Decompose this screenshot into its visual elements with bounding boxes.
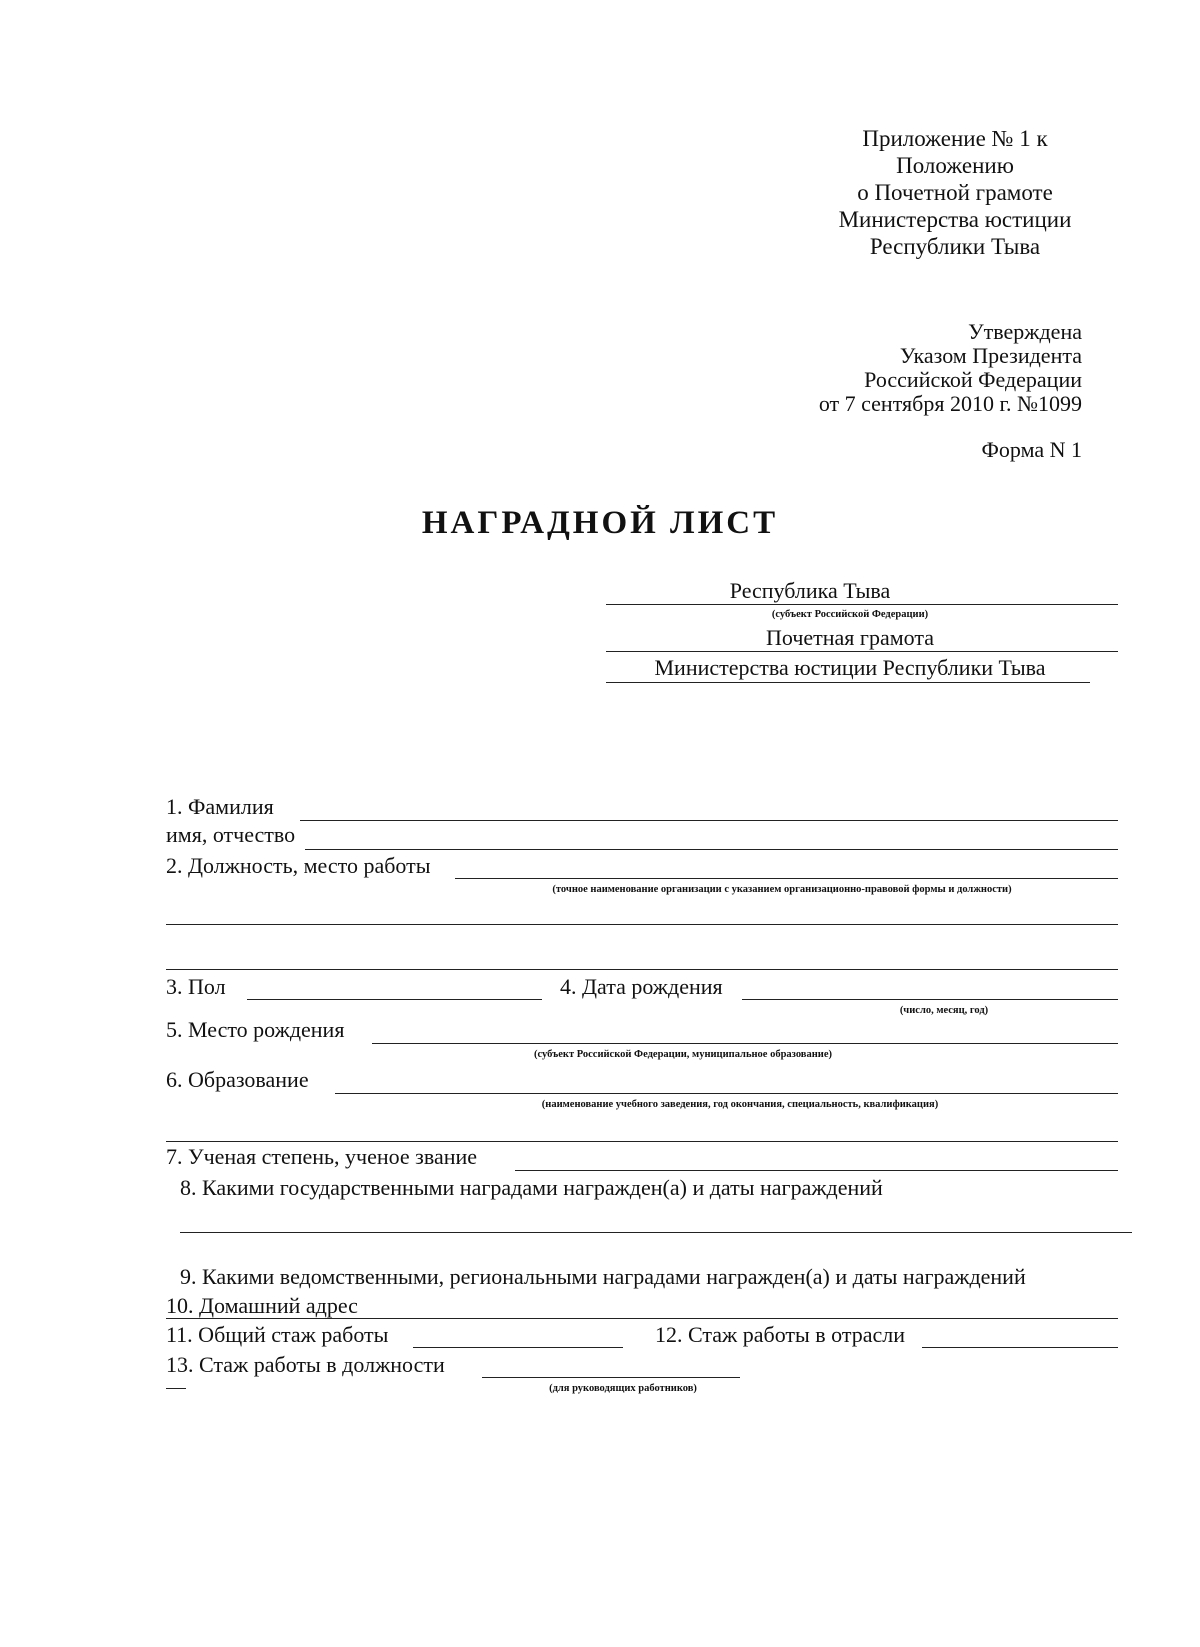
document-title: НАГРАДНОЙ ЛИСТ bbox=[421, 505, 779, 541]
birthdate-hint: (число, месяц, год) bbox=[899, 1005, 989, 1016]
line-position[interactable] bbox=[455, 878, 1118, 879]
appendix-line: Приложение № 1 к bbox=[862, 126, 1048, 151]
label-education: 6. Образование bbox=[166, 1067, 309, 1092]
dash-mark bbox=[166, 1388, 186, 1389]
line-state-awards[interactable] bbox=[180, 1232, 1132, 1233]
label-address: 10. Домашний адрес bbox=[166, 1293, 358, 1318]
region-name: Республика Тыва bbox=[729, 578, 891, 603]
line-name-patronymic[interactable] bbox=[305, 849, 1118, 850]
label-name-patronymic: имя, отчество bbox=[166, 822, 296, 847]
label-surname: 1. Фамилия bbox=[166, 794, 274, 819]
birthplace-hint: (субъект Российской Федерации, муниципальное образование) bbox=[534, 1049, 832, 1060]
line-total-exp[interactable] bbox=[413, 1347, 623, 1348]
line-birthdate[interactable] bbox=[742, 999, 1118, 1000]
line-industry-exp[interactable] bbox=[922, 1347, 1118, 1348]
line-position-2[interactable] bbox=[166, 924, 1118, 925]
position-exp-hint: (для руководящих работников) bbox=[549, 1383, 697, 1394]
line-education[interactable] bbox=[335, 1093, 1118, 1094]
appendix-line: Положению bbox=[896, 153, 1014, 178]
position-hint: (точное наименование организации с указанием организационно-правовой формы и должности) bbox=[552, 884, 1012, 895]
line-surname[interactable] bbox=[300, 820, 1118, 821]
form-number: Форма N 1 bbox=[981, 437, 1082, 462]
line-degree[interactable] bbox=[515, 1170, 1118, 1171]
line-address[interactable] bbox=[166, 1318, 1118, 1319]
label-sex: 3. Пол bbox=[166, 974, 226, 999]
region-line bbox=[606, 604, 1118, 605]
approved-line: Утверждена bbox=[968, 319, 1082, 344]
label-position-exp: 13. Стаж работы в должности bbox=[166, 1352, 445, 1377]
line-sex[interactable] bbox=[247, 999, 542, 1000]
appendix-block bbox=[830, 125, 1080, 260]
approved-line: Российской Федерации bbox=[864, 367, 1082, 392]
award-line1 bbox=[606, 651, 1118, 652]
label-birthplace: 5. Место рождения bbox=[166, 1017, 345, 1042]
award-name-line2: Министерства юстиции Республики Тыва bbox=[654, 655, 1046, 680]
label-total-exp: 11. Общий стаж работы bbox=[166, 1322, 389, 1347]
appendix-line: о Почетной грамоте bbox=[857, 180, 1053, 205]
approved-line: от 7 сентября 2010 г. №1099 bbox=[818, 391, 1082, 416]
award-line2 bbox=[606, 682, 1090, 683]
label-state-awards: 8. Какими государственными наградами награжден(а) и даты награждений bbox=[180, 1175, 883, 1200]
appendix-line: Республики Тыва bbox=[869, 234, 1041, 259]
label-industry-exp: 12. Стаж работы в отрасли bbox=[655, 1322, 906, 1347]
education-hint: (наименование учебного заведения, год окончания, специальность, квалификация) bbox=[541, 1099, 939, 1110]
approved-block bbox=[819, 320, 1082, 416]
label-birthdate: 4. Дата рождения bbox=[560, 974, 723, 999]
line-position-exp[interactable] bbox=[482, 1377, 740, 1378]
label-dept-awards: 9. Какими ведомственными, региональными наградами награжден(а) и даты награждений bbox=[180, 1264, 1026, 1289]
approved-line: Указом Президента bbox=[899, 343, 1082, 368]
award-name-line1: Почетная грамота bbox=[766, 625, 934, 650]
label-degree: 7. Ученая степень, ученое звание bbox=[166, 1144, 478, 1169]
label-position: 2. Должность, место работы bbox=[166, 853, 431, 878]
region-hint: (субъект Российской Федерации) bbox=[771, 609, 929, 620]
line-birthplace[interactable] bbox=[372, 1043, 1118, 1044]
line-position-3[interactable] bbox=[166, 969, 1118, 970]
appendix-line: Министерства юстиции bbox=[838, 207, 1072, 232]
line-education-2[interactable] bbox=[166, 1141, 1118, 1142]
